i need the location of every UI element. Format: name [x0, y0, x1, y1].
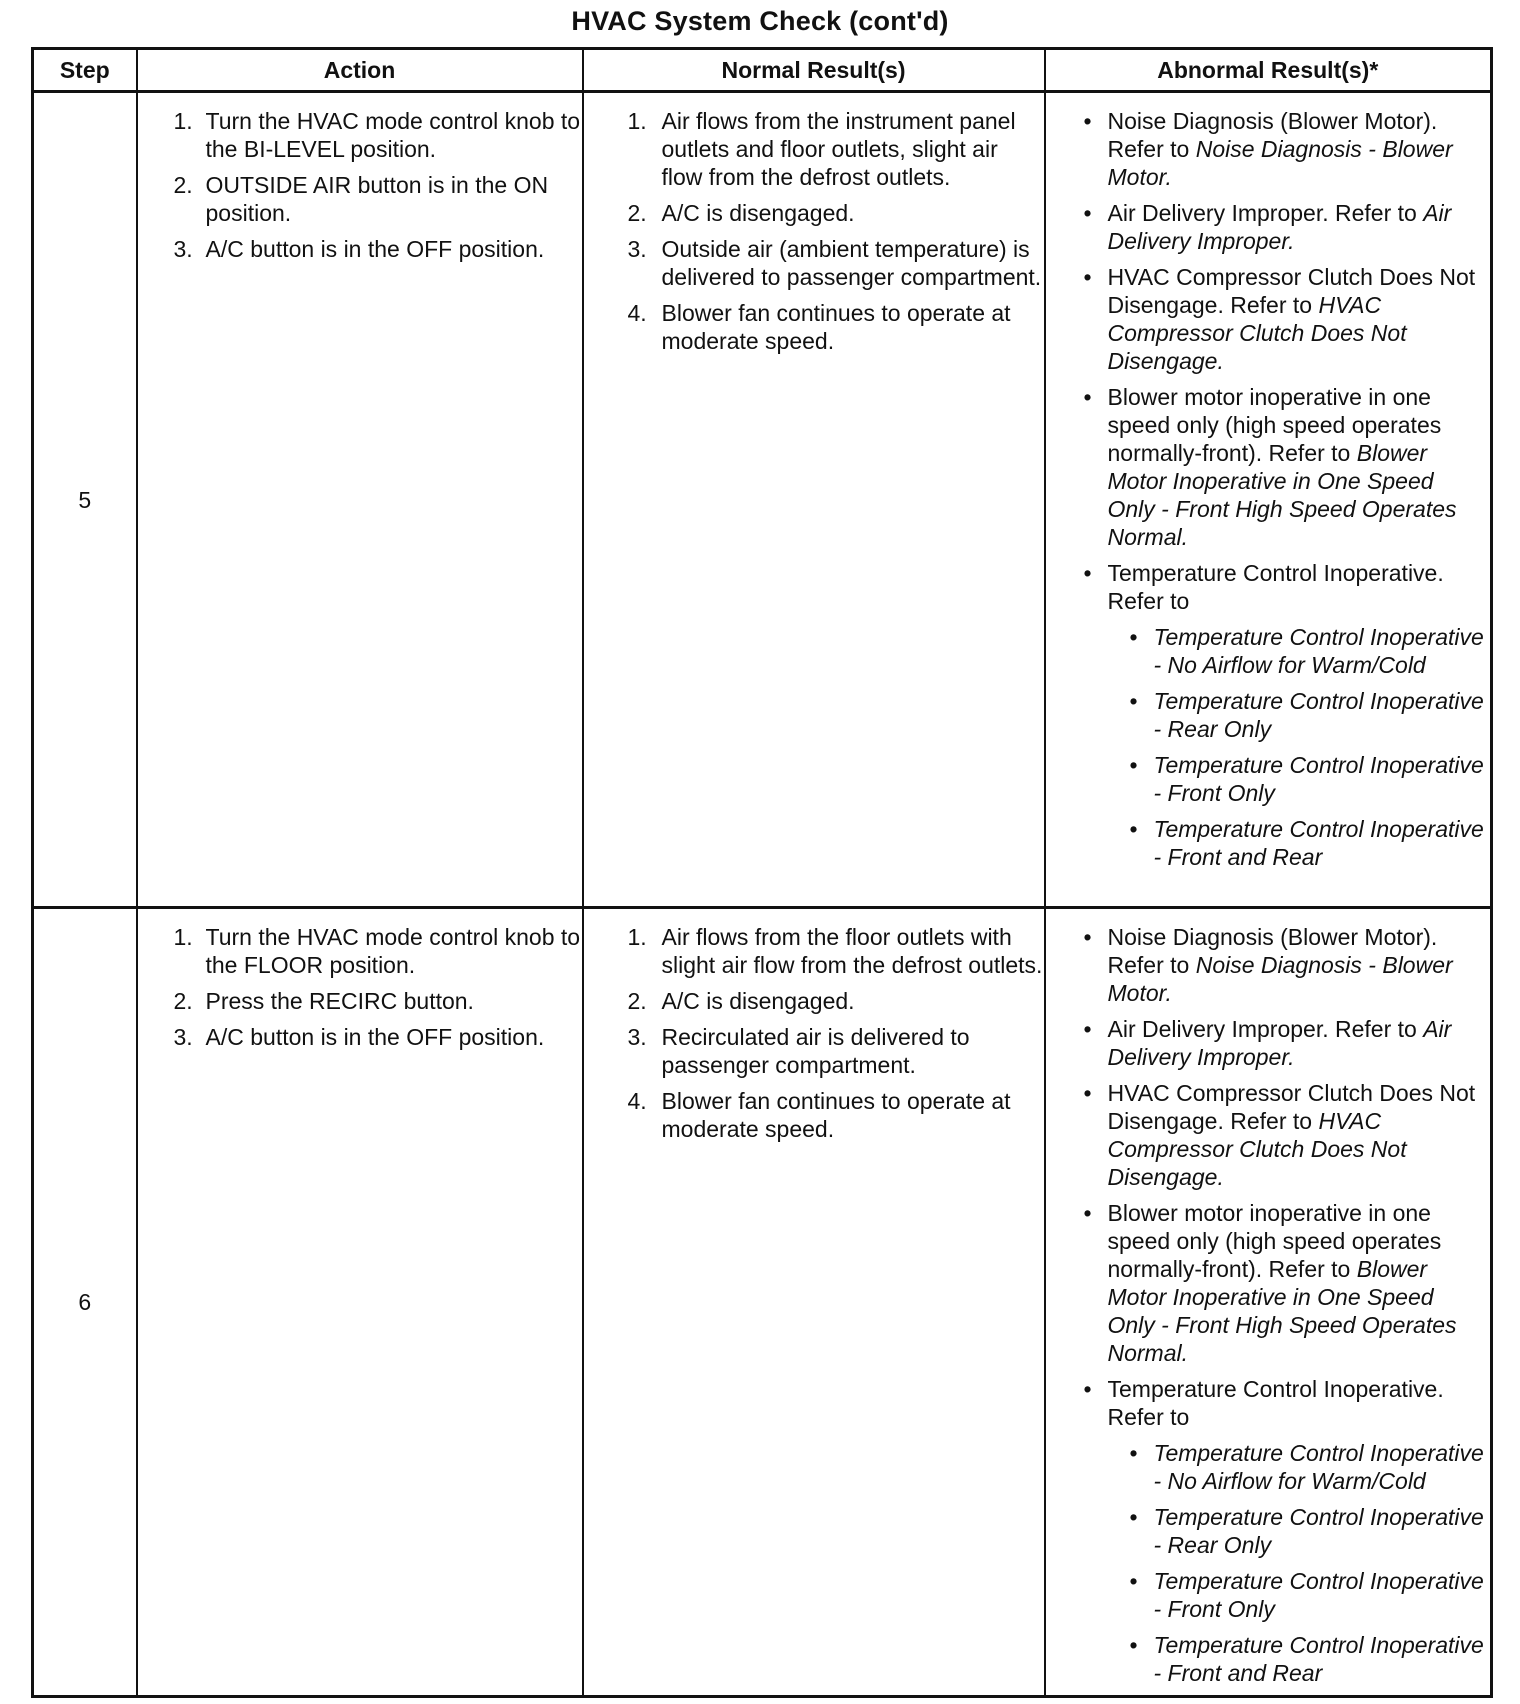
- bullet-icon: •: [1129, 1568, 1138, 1594]
- action-text: A/C button is in the OFF position.: [205, 236, 545, 262]
- abnormal-result-text: Temperature Control Inoperative. Refer to: [1107, 1376, 1444, 1430]
- abnormal-result-item: [1046, 199, 1491, 255]
- normal-result-text: Air flows from the floor outlets with slight air flow from the defrost outlets.: [661, 924, 1043, 978]
- abnormal-result-text: Air Delivery Improper. Refer to: [1107, 200, 1424, 226]
- abnormal-result-item: [1046, 107, 1491, 191]
- reference-subitem-text: Temperature Control Inoperative - No Airflow for Warm/Cold: [1153, 624, 1484, 678]
- reference-subitem-text: Temperature Control Inoperative - Front Only: [1153, 1568, 1484, 1622]
- bullet-icon: •: [1129, 688, 1138, 714]
- bullet-icon: •: [1129, 816, 1138, 842]
- bullet-icon: •: [1083, 560, 1092, 586]
- action-list: [138, 107, 582, 263]
- item-number: 3.: [627, 1024, 647, 1050]
- abnormal-result-text: Temperature Control Inoperative. Refer to: [1107, 560, 1444, 614]
- action-text: Turn the HVAC mode control knob to the FLOOR position.: [205, 924, 581, 978]
- abnormal-result-item: [1046, 1015, 1491, 1071]
- abnormal-results-cell: [1045, 92, 1492, 908]
- item-number: 1.: [627, 108, 647, 134]
- header-normal-results: Normal Result(s): [583, 49, 1045, 92]
- bullet-icon: •: [1129, 752, 1138, 778]
- bullet-icon: •: [1129, 624, 1138, 650]
- normal-result-text: A/C is disengaged.: [661, 988, 855, 1014]
- item-number: 3.: [173, 1024, 193, 1050]
- hvac-check-table: [31, 47, 1493, 1698]
- reference-subitem: [1108, 815, 1487, 871]
- table-body: [33, 92, 1492, 1697]
- reference-subitem: [1108, 751, 1487, 807]
- bullet-icon: •: [1083, 1016, 1092, 1042]
- reference-subitem-text: Temperature Control Inoperative - Rear Only: [1153, 688, 1484, 742]
- step-number: 6: [33, 908, 137, 1697]
- bullet-icon: •: [1129, 1504, 1138, 1530]
- normal-result-item: [584, 299, 1044, 355]
- action-item: [138, 107, 582, 163]
- item-number: 4.: [627, 300, 647, 326]
- normal-result-item: [584, 235, 1044, 291]
- abnormal-result-item: [1046, 1375, 1491, 1687]
- abnormal-result-text: Noise Diagnosis (Blower Motor). Refer to: [1107, 924, 1438, 978]
- action-text: Press the RECIRC button.: [205, 988, 474, 1014]
- reference-link: Blower Motor Inoperative in One Speed Only - Front High Speed Operates Normal.: [1107, 1256, 1457, 1366]
- bullet-icon: •: [1083, 264, 1092, 290]
- abnormal-result-text: Noise Diagnosis (Blower Motor). Refer to: [1107, 108, 1438, 162]
- bullet-icon: •: [1083, 1200, 1092, 1226]
- reference-subitem-text: Temperature Control Inoperative - Front and Rear: [1153, 1632, 1484, 1686]
- bullet-icon: •: [1083, 108, 1092, 134]
- abnormal-results-list: [1046, 923, 1491, 1687]
- abnormal-result-text: HVAC Compressor Clutch Does Not Disengage. Refer to: [1107, 1080, 1476, 1134]
- item-number: 2.: [627, 988, 647, 1014]
- normal-result-text: Blower fan continues to operate at moderate speed.: [661, 300, 1011, 354]
- action-item: [138, 1023, 582, 1051]
- bullet-icon: •: [1129, 1632, 1138, 1658]
- header-step: Step: [33, 49, 137, 92]
- reference-subitem-text: Temperature Control Inoperative - Front Only: [1153, 752, 1484, 806]
- reference-subitem-text: Temperature Control Inoperative - Rear Only: [1153, 1504, 1484, 1558]
- reference-subitem: [1108, 1503, 1487, 1559]
- abnormal-results-list: [1046, 107, 1491, 871]
- reference-subitem: [1108, 1567, 1487, 1623]
- bullet-icon: •: [1129, 1440, 1138, 1466]
- action-text: OUTSIDE AIR button is in the ON position.: [205, 172, 549, 226]
- normal-result-text: Outside air (ambient temperature) is delivered to passenger compartment.: [661, 236, 1042, 290]
- table-row: [33, 908, 1492, 1697]
- action-text: Turn the HVAC mode control knob to the BI-LEVEL position.: [205, 108, 581, 162]
- reference-link: Air Delivery Improper.: [1107, 1016, 1452, 1070]
- abnormal-result-item: [1046, 923, 1491, 1007]
- abnormal-result-item: [1046, 383, 1491, 551]
- normal-result-item: [584, 987, 1044, 1015]
- header-row: [33, 49, 1492, 92]
- reference-sublist: [1108, 623, 1487, 871]
- reference-link: HVAC Compressor Clutch Does Not Disengage.: [1107, 1108, 1407, 1190]
- reference-link: HVAC Compressor Clutch Does Not Disengage.: [1107, 292, 1407, 374]
- reference-subitem: [1108, 1439, 1487, 1495]
- normal-result-text: A/C is disengaged.: [661, 200, 855, 226]
- abnormal-result-text: HVAC Compressor Clutch Does Not Disengage. Refer to: [1107, 264, 1476, 318]
- abnormal-results-cell: [1045, 908, 1492, 1697]
- abnormal-result-text: Air Delivery Improper. Refer to: [1107, 1016, 1424, 1042]
- item-number: 2.: [173, 172, 193, 198]
- reference-link: Noise Diagnosis - Blower Motor.: [1107, 136, 1453, 190]
- item-number: 2.: [173, 988, 193, 1014]
- abnormal-result-item: [1046, 559, 1491, 871]
- bullet-icon: •: [1083, 924, 1092, 950]
- normal-result-item: [584, 107, 1044, 191]
- normal-results-list: [584, 923, 1044, 1143]
- item-number: 1.: [173, 108, 193, 134]
- abnormal-result-text: Blower motor inoperative in one speed only (high speed operates normally-front). Refer to: [1107, 1200, 1442, 1282]
- item-number: 3.: [627, 236, 647, 262]
- action-cell: [137, 92, 583, 908]
- page-title: HVAC System Check (cont'd): [571, 6, 949, 36]
- action-item: [138, 923, 582, 979]
- normal-result-text: Blower fan continues to operate at moderate speed.: [661, 1088, 1011, 1142]
- header-abnormal-results: Abnormal Result(s)*: [1045, 49, 1492, 92]
- item-number: 2.: [627, 200, 647, 226]
- step-number: 5: [33, 92, 137, 908]
- abnormal-result-item: [1046, 263, 1491, 375]
- action-item: [138, 171, 582, 227]
- reference-sublist: [1108, 1439, 1487, 1687]
- abnormal-result-item: [1046, 1199, 1491, 1367]
- item-number: 1.: [627, 924, 647, 950]
- abnormal-result-item: [1046, 1079, 1491, 1191]
- reference-link: Air Delivery Improper.: [1107, 200, 1452, 254]
- normal-results-cell: [583, 908, 1045, 1697]
- normal-results-list: [584, 107, 1044, 355]
- reference-subitem: [1108, 687, 1487, 743]
- normal-result-item: [584, 1087, 1044, 1143]
- header-action: Action: [137, 49, 583, 92]
- action-cell: [137, 908, 583, 1697]
- bullet-icon: •: [1083, 1080, 1092, 1106]
- normal-result-item: [584, 199, 1044, 227]
- abnormal-result-text: Blower motor inoperative in one speed only (high speed operates normally-front). Refer to: [1107, 384, 1442, 466]
- action-item: [138, 235, 582, 263]
- table-row: [33, 92, 1492, 908]
- normal-results-cell: [583, 92, 1045, 908]
- reference-link: Blower Motor Inoperative in One Speed Only - Front High Speed Operates Normal.: [1107, 440, 1457, 550]
- bullet-icon: •: [1083, 200, 1092, 226]
- item-number: 3.: [173, 236, 193, 262]
- normal-result-text: Air flows from the instrument panel outlets and floor outlets, slight air flow from the defrost outlets.: [661, 108, 1016, 190]
- action-item: [138, 987, 582, 1015]
- reference-subitem: [1108, 623, 1487, 679]
- action-text: A/C button is in the OFF position.: [205, 1024, 545, 1050]
- item-number: 1.: [173, 924, 193, 950]
- action-list: [138, 923, 582, 1051]
- reference-subitem-text: Temperature Control Inoperative - Front and Rear: [1153, 816, 1484, 870]
- normal-result-item: [584, 923, 1044, 979]
- reference-link: Noise Diagnosis - Blower Motor.: [1107, 952, 1453, 1006]
- bullet-icon: •: [1083, 1376, 1092, 1402]
- item-number: 4.: [627, 1088, 647, 1114]
- normal-result-text: Recirculated air is delivered to passenger compartment.: [661, 1024, 970, 1078]
- reference-subitem-text: Temperature Control Inoperative - No Airflow for Warm/Cold: [1153, 1440, 1484, 1494]
- reference-subitem: [1108, 1631, 1487, 1687]
- normal-result-item: [584, 1023, 1044, 1079]
- bullet-icon: •: [1083, 384, 1092, 410]
